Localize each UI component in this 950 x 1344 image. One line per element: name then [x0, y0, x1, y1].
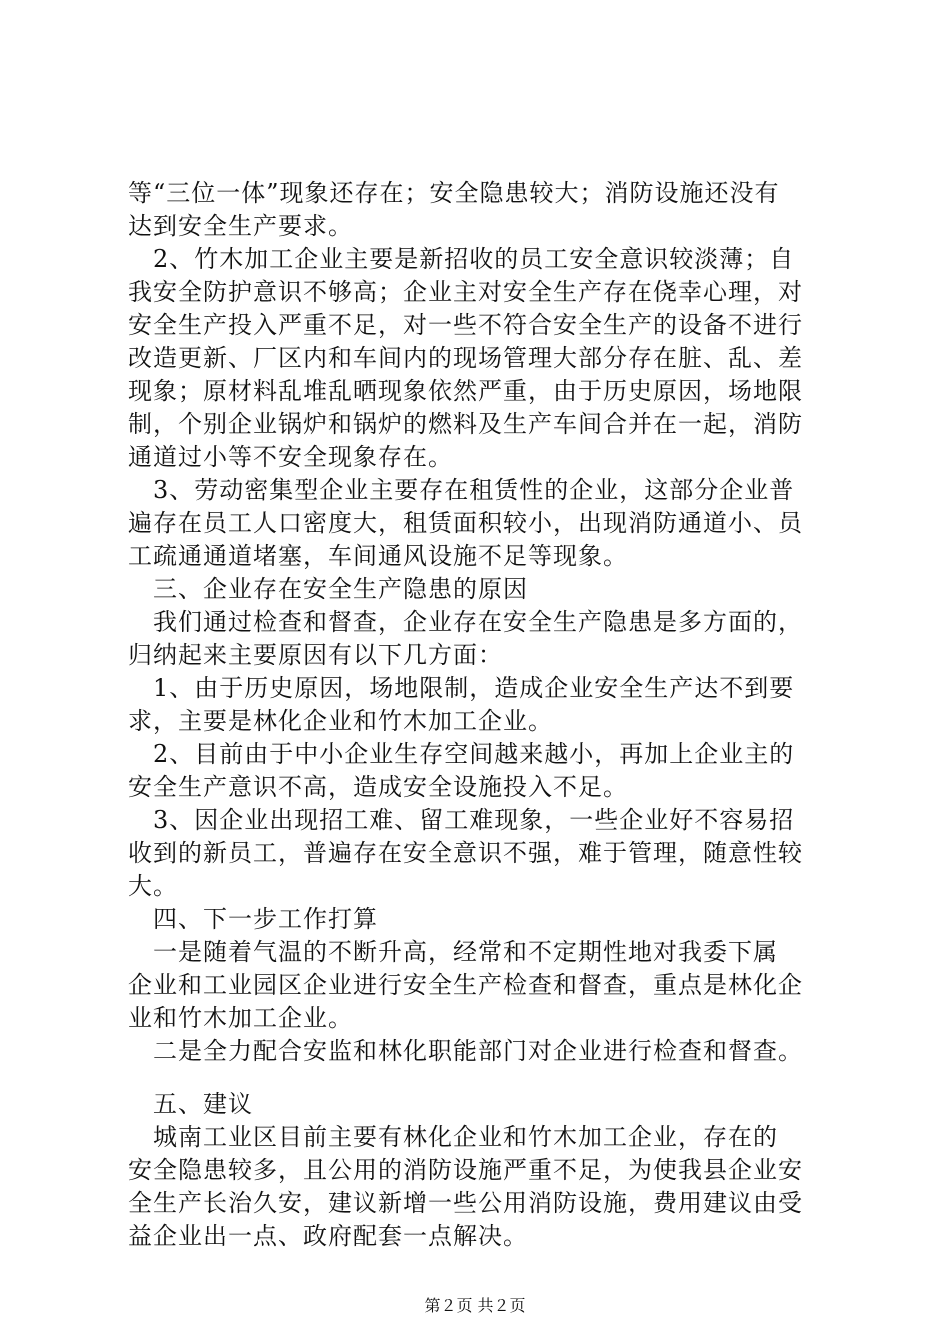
body-text-line: 1、由于历史原因，场地限制，造成企业安全生产达不到要: [128, 674, 795, 702]
body-text-line: 大。: [128, 872, 178, 900]
body-text-line: 制，个别企业锅炉和锅炉的燃料及生产车间合并在一起，消防: [128, 410, 803, 438]
body-text-line: 一是随着气温的不断升高，经常和不定期性地对我委下属: [128, 938, 778, 966]
body-text-line: 安全隐患较多，且公用的消防设施严重不足，为使我县企业安: [128, 1156, 803, 1184]
body-text-line: 2、竹木加工企业主要是新招收的员工安全意识较淡薄；自: [128, 245, 795, 273]
page-number-footer: 第２页 共２页: [424, 1296, 526, 1315]
body-text-line: 城南工业区目前主要有林化企业和竹木加工企业，存在的: [128, 1123, 778, 1151]
body-text-line: 归纳起来主要原因有以下几方面：: [128, 641, 503, 669]
body-text-line: 工疏通通道堵塞，车间通风设施不足等现象。: [128, 542, 628, 570]
body-text-line: 安全生产投入严重不足，对一些不符合安全生产的设备不进行: [128, 311, 803, 339]
body-text-line: 遍存在员工人口密度大，租赁面积较小，出现消防通道小、员: [128, 509, 803, 537]
body-text-line: 二是全力配合安监和林化职能部门对企业进行检查和督查。: [128, 1037, 803, 1065]
body-text-line: 我安全防护意识不够高；企业主对安全生产存在侥幸心理，对: [128, 278, 803, 306]
body-text-line: 改造更新、厂区内和车间内的现场管理大部分存在脏、乱、差: [128, 344, 803, 372]
body-text-line: 收到的新员工，普遍存在安全意识不强，难于管理，随意性较: [128, 839, 803, 867]
section-heading: 五、建议: [128, 1090, 253, 1118]
body-text-line: 现象；原材料乱堆乱晒现象依然严重，由于历史原因，场地限: [128, 377, 803, 405]
body-text-line: 3、劳动密集型企业主要存在租赁性的企业，这部分企业普: [128, 476, 795, 504]
body-text-line: 全生产长治久安，建议新增一些公用消防设施，费用建议由受: [128, 1189, 803, 1217]
section-heading: 三、企业存在安全生产隐患的原因: [128, 575, 528, 603]
body-text-line: 通道过小等不安全现象存在。: [128, 443, 453, 471]
body-text-line: 企业和工业园区企业进行安全生产检查和督查，重点是林化企: [128, 971, 803, 999]
body-text-line: 我们通过检查和督查，企业存在安全生产隐患是多方面的，: [128, 608, 803, 636]
body-text-line: 业和竹木加工企业。: [128, 1004, 353, 1032]
body-text-line: 安全生产意识不高，造成安全设施投入不足。: [128, 773, 628, 801]
body-text-line: 等“三位一体”现象还存在；安全隐患较大；消防设施还没有: [128, 179, 780, 207]
body-text-line: 达到安全生产要求。: [128, 212, 353, 240]
body-text-line: 3、因企业出现招工难、留工难现象，一些企业好不容易招: [128, 806, 795, 834]
section-heading: 四、下一步工作打算: [128, 905, 378, 933]
body-text-line: 求，主要是林化企业和竹木加工企业。: [128, 707, 553, 735]
body-text-line: 益企业出一点、政府配套一点解决。: [128, 1222, 528, 1250]
body-text-line: 2、目前由于中小企业生存空间越来越小，再加上企业主的: [128, 740, 795, 768]
